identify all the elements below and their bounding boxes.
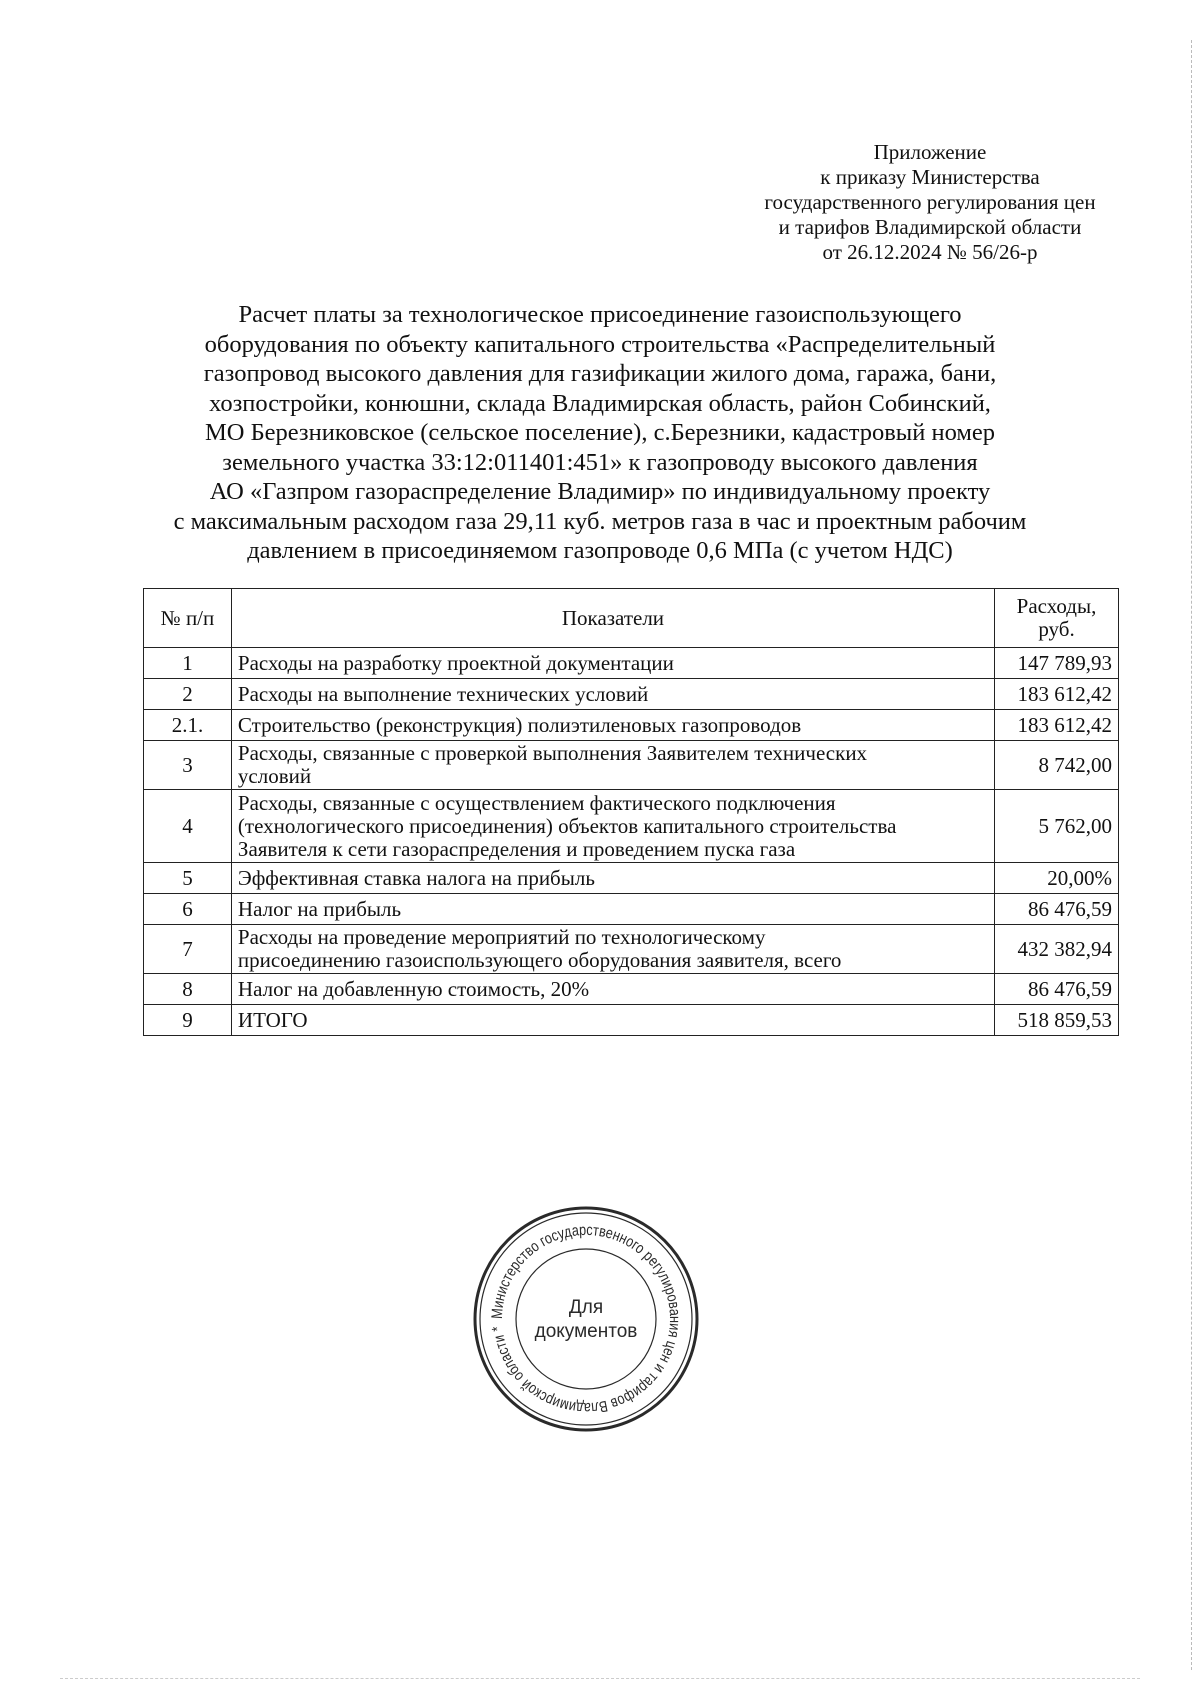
document-title xyxy=(100,300,1100,566)
row-indicator: Налог на прибыль xyxy=(231,894,994,925)
row-value: 147 789,93 xyxy=(995,648,1119,679)
row-number: 6 xyxy=(144,894,232,925)
table-row xyxy=(144,894,1119,925)
calculation-table xyxy=(143,588,1119,1036)
row-number: 4 xyxy=(144,790,232,863)
appendix-line: и тарифов Владимирской области xyxy=(778,215,1082,239)
table-row xyxy=(144,648,1119,679)
row-number: 3 xyxy=(144,741,232,790)
title-line: МО Березниковское (сельское поселение), с.Березники, кадастровый номер xyxy=(204,419,996,446)
row-number: 9 xyxy=(144,1005,232,1036)
official-stamp xyxy=(472,1205,700,1433)
row-value: 86 476,59 xyxy=(995,974,1119,1005)
table-row xyxy=(144,974,1119,1005)
row-indicator: Налог на добавленную стоимость, 20% xyxy=(231,974,994,1005)
row-indicator: Строительство (реконструкция) полиэтиленовых газопроводов xyxy=(231,710,994,741)
row-value: 432 382,94 xyxy=(995,925,1119,974)
row-number: 2 xyxy=(144,679,232,710)
row-value: 20,00% xyxy=(995,863,1119,894)
row-number: 7 xyxy=(144,925,232,974)
appendix-line: к приказу Министерства xyxy=(820,165,1040,189)
row-value: 8 742,00 xyxy=(995,741,1119,790)
title-line: газопровод высокого давления для газификации жилого дома, гаража, бани, xyxy=(203,360,997,387)
header-indicator: Показатели xyxy=(231,589,994,648)
row-value: 183 612,42 xyxy=(995,679,1119,710)
row-value: 518 859,53 xyxy=(995,1005,1119,1036)
table-row xyxy=(144,863,1119,894)
title-line: Расчет платы за технологическое присоединение газоиспользующего xyxy=(238,301,962,328)
row-indicator: ИТОГО xyxy=(231,1005,994,1036)
row-indicator: Эффективная ставка налога на прибыль xyxy=(231,863,994,894)
row-number: 5 xyxy=(144,863,232,894)
table-row xyxy=(144,1005,1119,1036)
table-row xyxy=(144,790,1119,863)
row-indicator: Расходы на проведение мероприятий по технологическому присоединению газоиспользующего оборудования заявителя, всего xyxy=(231,925,994,974)
row-value: 183 612,42 xyxy=(995,710,1119,741)
row-value: 5 762,00 xyxy=(995,790,1119,863)
header-number: № п/п xyxy=(144,589,232,648)
scan-bottom-marks xyxy=(60,1678,1140,1679)
table-row xyxy=(144,710,1119,741)
appendix-line: от 26.12.2024 № 56/26-р xyxy=(822,240,1038,264)
appendix-line: Приложение xyxy=(873,140,987,164)
table-row xyxy=(144,741,1119,790)
stamp-ring-text: Министерство государственного регулирования цен и тарифов Владимирской области * xyxy=(488,1221,684,1417)
row-indicator: Расходы на разработку проектной документации xyxy=(231,648,994,679)
title-line: хозпостройки, конюшни, склада Владимирская область, район Собинский, xyxy=(209,389,991,417)
title-line: АО «Газпром газораспределение Владимир» по индивидуальному проекту xyxy=(209,478,991,505)
row-indicator: Расходы, связанные с проверкой выполнения Заявителем технических условий xyxy=(231,741,994,790)
appendix-block xyxy=(700,140,1160,265)
title-line: давлением в присоединяемом газопроводе 0,6 МПа (с учетом НДС) xyxy=(247,537,953,564)
row-value: 86 476,59 xyxy=(995,894,1119,925)
title-line: оборудования по объекту капитального строительства «Распределительный xyxy=(204,330,996,358)
stamp-center-line1: Для xyxy=(568,1297,604,1318)
row-number: 8 xyxy=(144,974,232,1005)
row-number: 2.1. xyxy=(144,710,232,741)
row-indicator: Расходы на выполнение технических условий xyxy=(231,679,994,710)
title-line: земельного участка 33:12:011401:451» к газопроводу высокого давления xyxy=(222,448,978,476)
table-row xyxy=(144,925,1119,974)
title-line: с максимальным расходом газа 29,11 куб. метров газа в час и проектным рабочим xyxy=(173,507,1027,535)
row-number: 1 xyxy=(144,648,232,679)
appendix-line: государственного регулирования цен xyxy=(764,190,1096,214)
table-row xyxy=(144,679,1119,710)
row-indicator: Расходы, связанные с осуществлением фактического подключения (технологического присоединения) объектов капитального строительства Заявителя к сети газораспределения и проведением пуска газа xyxy=(231,790,994,863)
stamp-center-line2: документов xyxy=(534,1321,638,1342)
table-header-row xyxy=(144,589,1119,648)
header-expenses: Расходы, руб. xyxy=(995,589,1119,648)
scan-edge-marks xyxy=(1187,40,1192,1670)
